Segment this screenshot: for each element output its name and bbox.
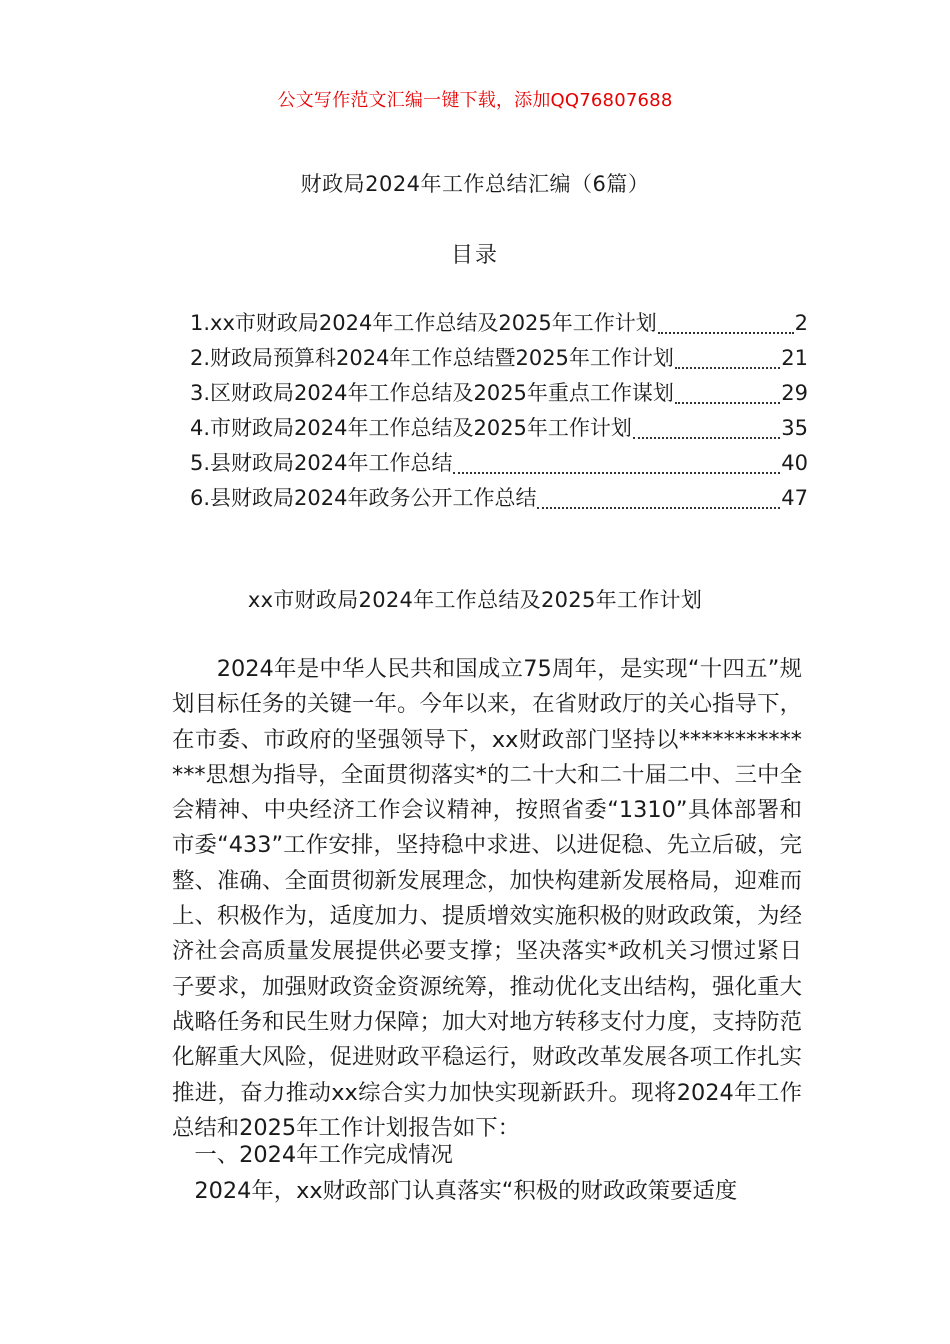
document-title: 财政局2024年工作总结汇编（6篇） (300, 172, 650, 196)
toc-dot-leader (675, 402, 780, 404)
toc-entry-2[interactable] (190, 341, 808, 376)
article-paragraph-1: 2024年是中华人民共和国成立75周年，是实现“十四五”规划目标任务的关键一年。今年以来，在省财政厅的关心指导下，在市委、市政府的坚强领导下，xx财政部门坚持以**************思想为指导，全面贯彻落实*的二十大和二十届二中、三中全会精神、中央经济工作会议精神，按照省委“1310”具体部署和市委“433”工作安排，坚持稳中求进、以进促稳、先立后破，完整、准确、全面贯彻新发展理念，加快构建新发展格局，迎难而上、积极作为，适度加力、提质增效实施积极的财政政策，为经济社会高质量发展提供必要支撑；坚决落实*政机关习惯过紧日子要求，加强财政资金资源统筹，推动优化支出结构，强化重大战略任务和民生财力保障；加大对地方转移支付力度，支持防范化解重大风险，促进财政平稳运行，财政改革发展各项工作扎实推进，奋力推动xx综合实力加快实现新跃升。现将2024年工作总结和2025年工作计划报告如下： (172, 656, 802, 1141)
toc-page-number: 35 (781, 416, 808, 440)
toc-heading: 目录 (450, 243, 499, 268)
toc-entry-3[interactable] (190, 376, 808, 411)
table-of-contents (190, 306, 808, 516)
toc-entry-title: 2.财政局预算科2024年工作总结暨2025年工作计划 (190, 346, 674, 370)
toc-page-number: 40 (781, 451, 808, 475)
toc-dot-leader (658, 332, 794, 334)
toc-dot-leader (675, 367, 780, 369)
toc-entry-4[interactable] (190, 411, 808, 446)
toc-entry-6[interactable] (190, 481, 808, 516)
download-banner: 公文写作范文汇编一键下载，添加QQ76807688 (277, 90, 673, 111)
toc-page-number: 47 (781, 486, 808, 510)
toc-page-number: 21 (781, 346, 808, 370)
article-paragraph-2: 2024年，xx财政部门认真落实“积极的财政政策要适度 (194, 1178, 738, 1204)
toc-page-number: 2 (794, 311, 808, 335)
toc-entry-title: 3.区财政局2024年工作总结及2025年重点工作谋划 (190, 381, 674, 405)
toc-entry-1[interactable] (190, 306, 808, 341)
toc-entry-title: 5.县财政局2024年工作总结 (190, 451, 453, 475)
toc-entry-title: 4.市财政局2024年工作总结及2025年工作计划 (190, 416, 632, 440)
toc-entry-5[interactable] (190, 446, 808, 481)
toc-dot-leader (537, 507, 780, 509)
section-heading-1: 一、2024年工作完成情况 (194, 1142, 453, 1168)
article-title: xx市财政局2024年工作总结及2025年工作计划 (247, 588, 703, 612)
toc-page-number: 29 (781, 381, 808, 405)
toc-entry-title: 1.xx市财政局2024年工作总结及2025年工作计划 (190, 311, 657, 335)
toc-entry-title: 6.县财政局2024年政务公开工作总结 (190, 486, 537, 510)
toc-dot-leader (633, 437, 780, 439)
toc-dot-leader (453, 472, 780, 474)
